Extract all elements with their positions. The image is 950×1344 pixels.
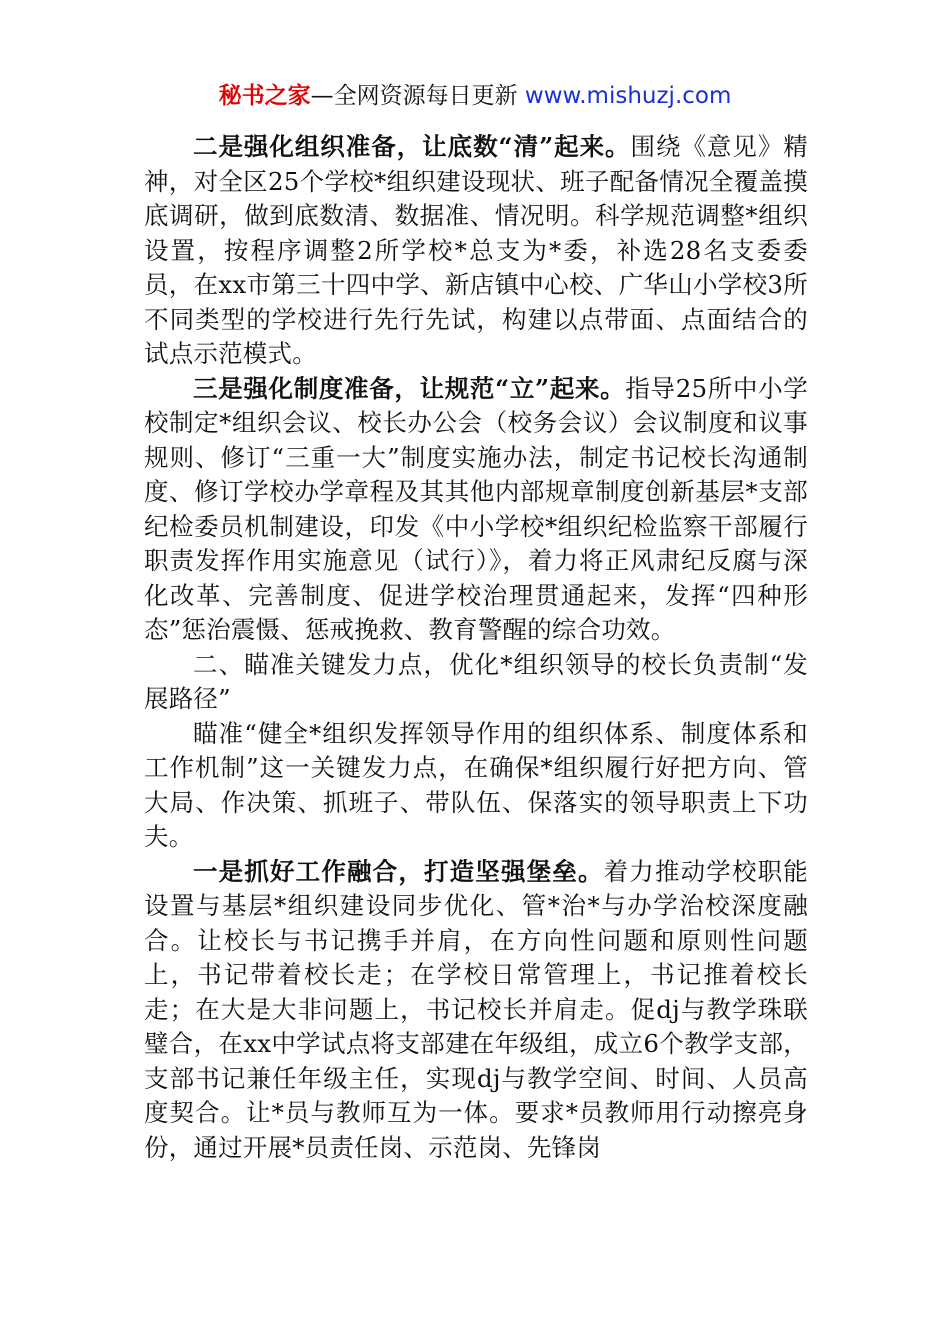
paragraph-text: 围绕《意见》精神，对全区25个学校*组织建设现状、班子配备情况全覆盖摸底调研，做到底数清、数据准、情况明。科学规范调整*组织设置，按程序调整2所学校*总支为*委，补选28名支委委员，在xx市第三十四中学、新店镇中心校、广华山小学校3所不同类型的学校进行先行先试，构建以点带面、点面结合的试点示范模式。 [144,132,808,368]
site-brand: 秘书之家 [218,83,311,109]
paragraph [144,130,808,372]
paragraph [144,372,808,648]
paragraph-text: 着力推动学校职能设置与基层*组织建设同步优化、管*治*与办学治校深度融合。让校长与书记携手并肩，在方向性问题和原则性问题上，书记带着校长走；在学校日常管理上，书记推着校长走；在大是大非问题上，书记校长并肩走。促dj与教学珠联璧合，在xx中学试点将支部建在年级组，成立6个教学支部，支部书记兼任年级主任，实现dj与教学空间、时间、人员高度契合。让*员与教师互为一体。要求*员教师用行动擦亮身份，通过开展*员责任岗、示范岗、先锋岗 [144,856,808,1162]
paragraph-text: 指导25所中小学校制定*组织会议、校长办公会（校务会议）会议制度和议事规则、修订“三重一大”制度实施办法，制定书记校长沟通制度、修订学校办学章程及其其他内部规章制度创新基层*支部纪检委员机制建设，印发《中小学校*组织纪检监察干部履行职责发挥作用实施意见（试行）》，着力将正风肃纪反腐与深化改革、完善制度、促进学校治理贯通起来，发挥“四种形态”惩治震慑、惩戒挽救、教育警醒的综合功效。 [144,373,808,644]
site-tagline: —全网资源每日更新 [310,83,518,109]
section-heading [144,648,808,717]
paragraph-lead: 一是抓好工作融合，打造坚强堡垒。 [193,856,604,886]
paragraph [144,855,808,1166]
paragraph [144,717,808,855]
paragraph-lead: 三是强化制度准备，让规范“立”起来。 [193,373,626,403]
site-url-link[interactable]: www.mishuzj.com [524,83,732,109]
paragraph-lead: 二是强化组织准备，让底数“清”起来。 [193,132,631,161]
document-body [144,130,808,1165]
site-header [0,78,950,114]
section-heading-text: 二、瞄准关键发力点，优化*组织领导的校长负责制“发展路径” [144,649,808,713]
paragraph-text: 瞄准“健全*组织发挥领导作用的组织体系、制度体系和工作机制”这一关键发力点，在确保*组织履行好把方向、管大局、作决策、抓班子、带队伍、保落实的领导职责上下功夫。 [144,718,808,851]
